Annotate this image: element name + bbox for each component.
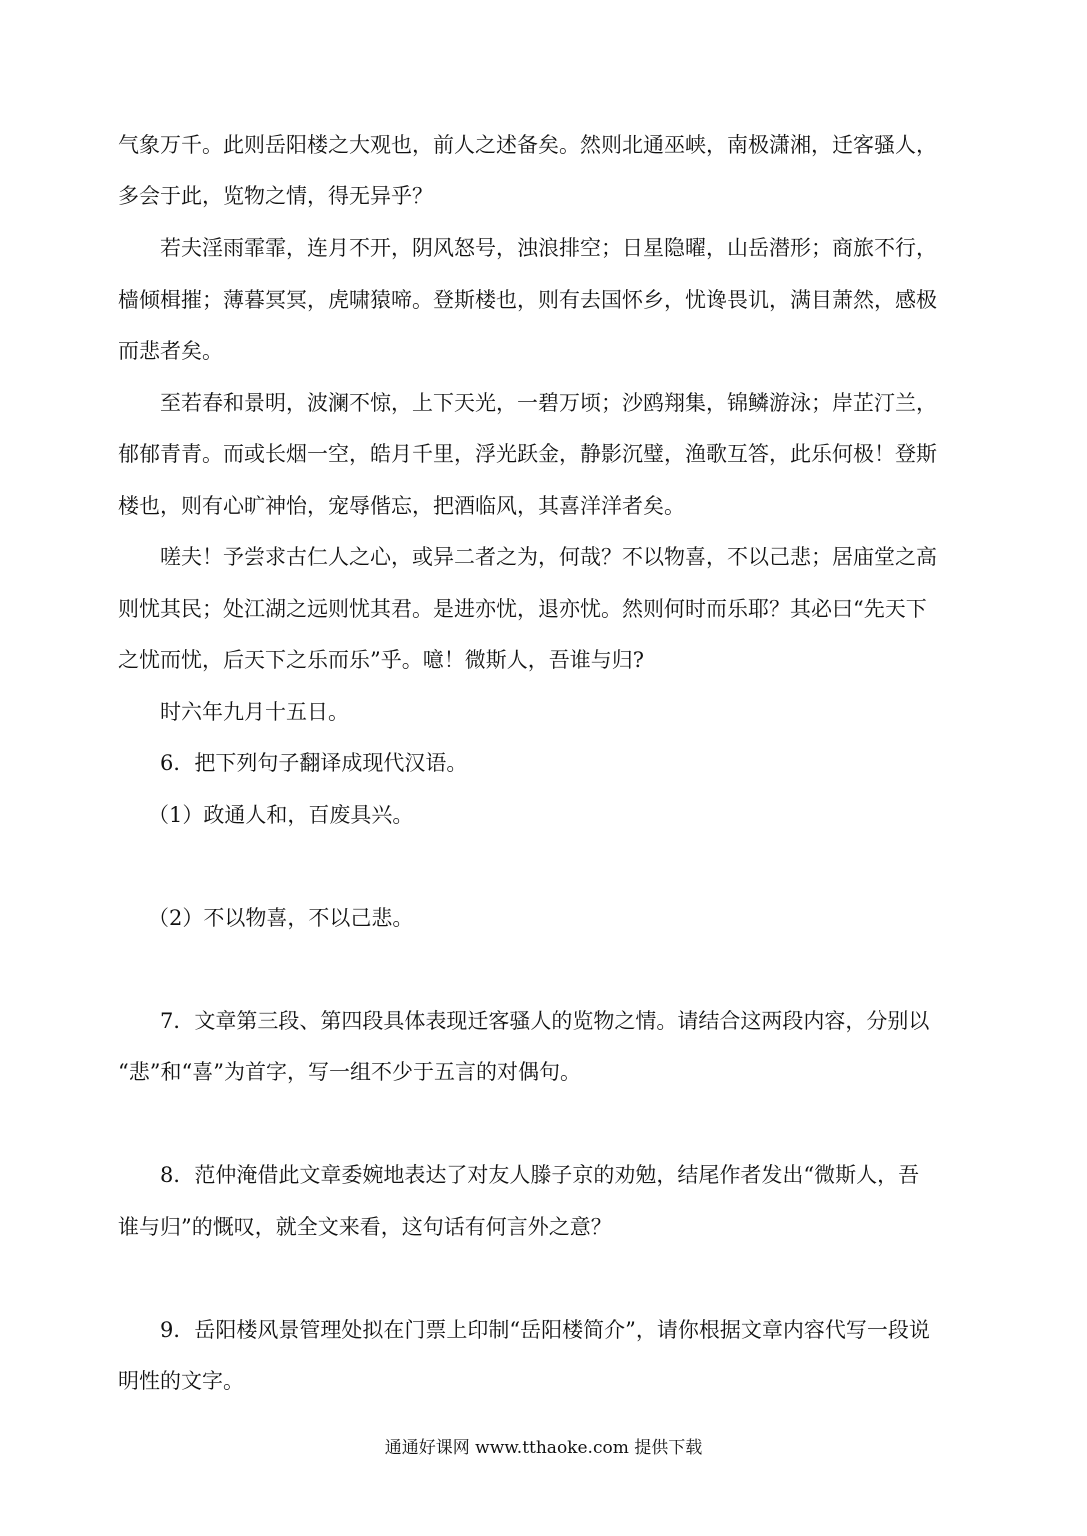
passage-p2-line-2: 樯倾楫摧；薄暮冥冥，虎啸猿啼。登斯楼也，则有去国怀乡，忧谗畏讥，满目萧然，感极 <box>118 288 937 312</box>
passage-p3-line-2: 郁郁青青。而或长烟一空，皓月千里，浮光跃金，静影沉璧，渔歌互答，此乐何极！登斯 <box>118 442 937 466</box>
question-6-sub-2: （2）不以物喜，不以己悲。 <box>148 906 414 930</box>
passage-p2-line-1: 若夫淫雨霏霏，连月不开，阴风怒号，浊浪排空；日星隐曜，山岳潜形；商旅不行， <box>160 236 937 260</box>
passage-p2-line-3: 而悲者矣。 <box>118 339 223 363</box>
passage-p1-line-1: 气象万千。此则岳阳楼之大观也，前人之述备矣。然则北通巫峡，南极潇湘，迁客骚人， <box>118 133 937 157</box>
question-9-line-2: 明性的文字。 <box>118 1369 244 1393</box>
question-7-line-1: 7．文章第三段、第四段具体表现迁客骚人的览物之情。请结合这两段内容，分别以 <box>160 1009 930 1033</box>
passage-p5-line-1: 时六年九月十五日。 <box>160 700 349 724</box>
passage-p4-line-1: 嗟夫！予尝求古仁人之心，或异二者之为，何哉？不以物喜，不以己悲；居庙堂之高 <box>160 545 937 569</box>
passage-p1-line-2: 多会于此，览物之情，得无异乎？ <box>118 184 433 208</box>
passage-p4-line-3: 之忧而忧，后天下之乐而乐”乎。噫！微斯人，吾谁与归? <box>118 648 644 672</box>
question-8-line-1: 8．范仲淹借此文章委婉地表达了对友人滕子京的劝勉，结尾作者发出“微斯人，吾 <box>160 1163 920 1187</box>
question-7-line-2: “悲”和“喜”为首字，写一组不少于五言的对偶句。 <box>118 1060 581 1084</box>
question-6-stem: 6．把下列句子翻译成现代汉语。 <box>160 751 468 775</box>
page-footer: 通通好课网 www.tthaoke.com 提供下载 <box>384 1438 703 1458</box>
question-6-sub-1: （1）政通人和，百废具兴。 <box>148 803 414 827</box>
passage-p4-line-2: 则忧其民；处江湖之远则忧其君。是进亦忧，退亦忧。然则何时而乐耶？其必曰“先天下 <box>118 597 927 621</box>
passage-p3-line-3: 楼也，则有心旷神怡，宠辱偕忘，把酒临风，其喜洋洋者矣。 <box>118 494 685 518</box>
question-8-line-2: 谁与归”的慨叹，就全文来看，这句话有何言外之意？ <box>118 1215 612 1239</box>
passage-p3-line-1: 至若春和景明，波澜不惊，上下天光，一碧万顷；沙鸥翔集，锦鳞游泳；岸芷汀兰， <box>160 391 937 415</box>
question-9-line-1: 9．岳阳楼风景管理处拟在门票上印制“岳阳楼简介”，请你根据文章内容代写一段说 <box>160 1318 930 1342</box>
